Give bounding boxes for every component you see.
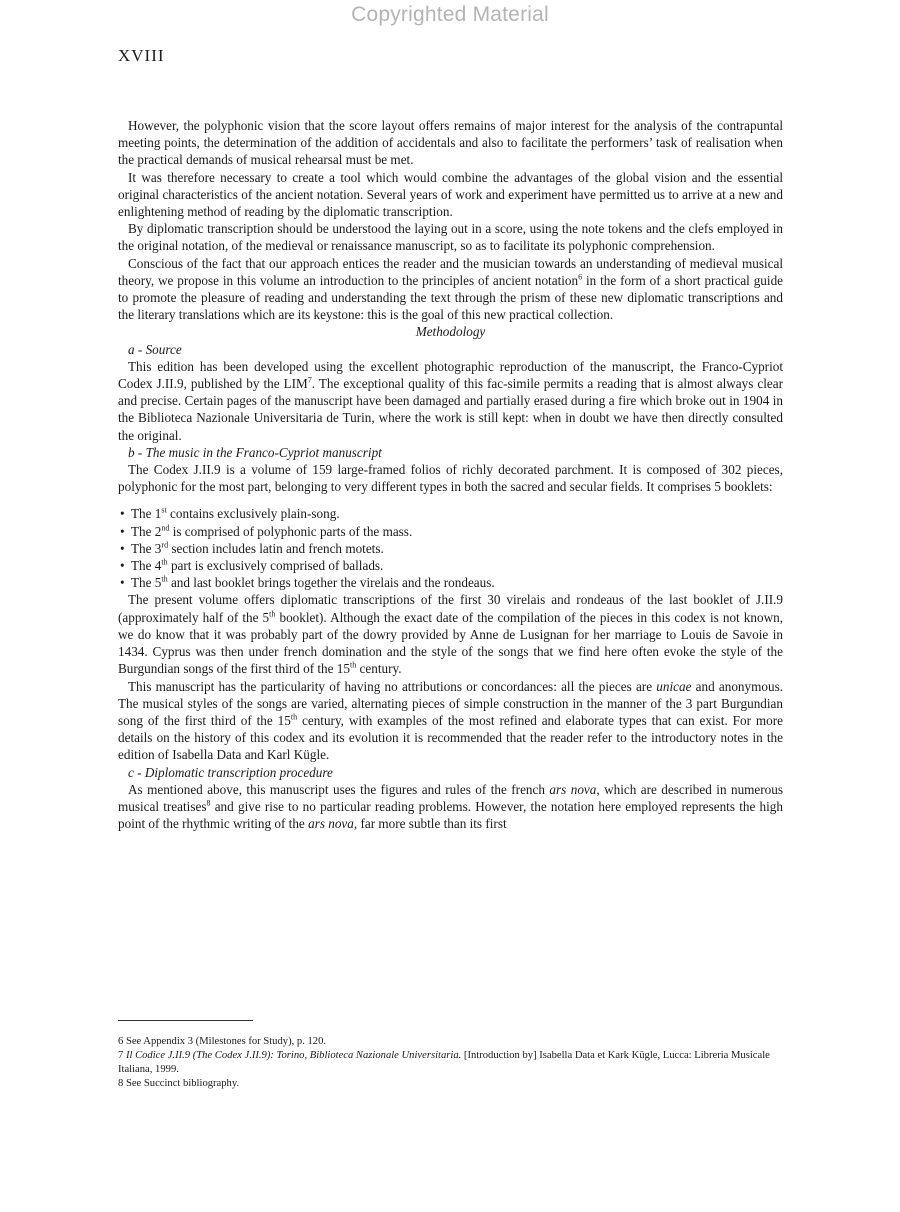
paragraph-source: This edition has been developed using the excellent photographic reproduction of the manuscript, the Franco-Cypriot Codex J.II.9, published by the LIM$^7$. The exceptional quality of this fac-simile permits a reading that is almost always clear and precise. Certain pages of the manuscript have been damaged and partially erased during a fire which broke out in 1904 in the Biblioteca Nazionale Universitaria de Turin, where the work is still kept: when in doubt we have then directly consulted the original. <box>118 358 783 443</box>
subheading-diplomatic: c - Diplomatic transcription procedure <box>128 764 333 780</box>
list-item: • The 3rd section includes latin and french motets. <box>118 540 783 557</box>
copyright-watermark: Copyrighted Material <box>351 3 549 26</box>
booklet-list <box>118 505 783 591</box>
subheading-music: b - The music in the Franco-Cypriot manuscript <box>128 444 382 460</box>
page-number: XVIII <box>118 46 165 65</box>
paragraph-intro-2: It was therefore necessary to create a tool which would combine the advantages of the global vision and the essential original characteristics of the ancient notation. Several years of work and experiment have permitted us to arrive at a new and enlightening method of reading by the diplomatic transcription. <box>118 169 783 220</box>
footnote-ref-8: 8 <box>206 798 211 808</box>
footnote-8: 8 See Succinct bibliography. <box>118 1078 240 1089</box>
subheading-source: a - Source <box>128 341 182 357</box>
footnote-6: 6 See Appendix 3 (Milestones for Study), p. 120. <box>118 1036 327 1047</box>
paragraph-codex: The Codex J.II.9 is a volume of 159 large-framed folios of richly decorated parchment. It is composed of 302 pieces, polyphonic for the most part, belonging to very different types in both the sacred and secular fields. It comprises 5 booklets: <box>118 462 783 495</box>
paragraph-manuscript: This manuscript has the particularity of having no attributions or concordances: all the pieces are unicae and anonymous. The musical styles of the songs are varied, alternating pieces of simple construction in the manner of the 3 part Burgundian song of the first third of the 15th century, with examples of the most refined and elaborate types that can exist. For more details on the history of this codex and its evolution it is recommended that the reader refer to the introductory notes in the edition of Isabella Data and Karl Kügle. <box>118 678 783 763</box>
list-item: • The 2nd is comprised of polyphonic parts of the mass. <box>118 523 783 540</box>
footnote-ref-7: 7 <box>307 375 312 385</box>
footnote-7: 7 Il Codice J.II.9 (The Codex J.II.9): Torino, Biblioteca Nazionale Universitaria. [Introduction by] Isabella Data et Kark Kügle, Lucca: Libreria Musicale Italiana, 1999. <box>118 1050 770 1075</box>
list-item: • The 5th and last booklet brings together the virelais and the rondeaus. <box>118 574 783 591</box>
paragraph-conscious: Conscious of the fact that our approach entices the reader and the musician towards an understanding of medieval musical theory, we propose in this volume an introduction to the principles of ancient notation$^6$ in the form of a short practical guide to promote the pleasure of reading and understanding the text through the prism of these new diplomatic transcriptions and the literary translations which are its keystone: this is the goal of this new practical collection. <box>118 255 784 323</box>
paragraph-present-volume: The present volume offers diplomatic transcriptions of the first 30 virelais and rondeaus of the last booklet of J.II.9 (approximately half of the 5th booklet). Although the exact date of the compilation of the pieces in this codex is not known, we do know that it was probably part of the dowry provided by Anne de Lusignan for her marriage to Louis de Savoie in 1434. Cyprus was then under french domination and the style of the songs that we find here often evoke the style of the Burgundian songs of the first third of the 15th century. <box>118 592 783 677</box>
list-item: • The 1st contains exclusively plain-song. <box>118 505 783 522</box>
paragraph-intro-1: However, the polyphonic vision that the score layout offers remains of major interest for the analysis of the contrapuntal meeting points, the determination of the addition of accidentals and also to facilitate the performers’ task of realisation when the practical demands of musical rehearsal must be met. <box>118 118 783 168</box>
paragraph-intro-3: By diplomatic transcription should be understood the laying out in a score, using the note tokens and the clefs employed in the original notation, of the medieval or renaissance manuscript, so as to facilitate its polyphonic comprehension. <box>118 221 783 254</box>
paragraph-diplomatic: As mentioned above, this manuscript uses the figures and rules of the french ars nova, which are described in numerous musical treatises$^8$ and give rise to no particular reading problems. However, the notation here employed represents the high point of the rhythmic writing of the ars nova, far more subtle than its first <box>118 781 783 832</box>
footnote-divider <box>118 1020 253 1021</box>
section-title-methodology: Methodology <box>415 324 486 340</box>
page-body <box>118 117 783 832</box>
footnote-ref-6: 6 <box>578 272 583 282</box>
footnotes <box>118 1020 783 1091</box>
list-item: • The 4th part is exclusively comprised of ballads. <box>118 557 783 574</box>
